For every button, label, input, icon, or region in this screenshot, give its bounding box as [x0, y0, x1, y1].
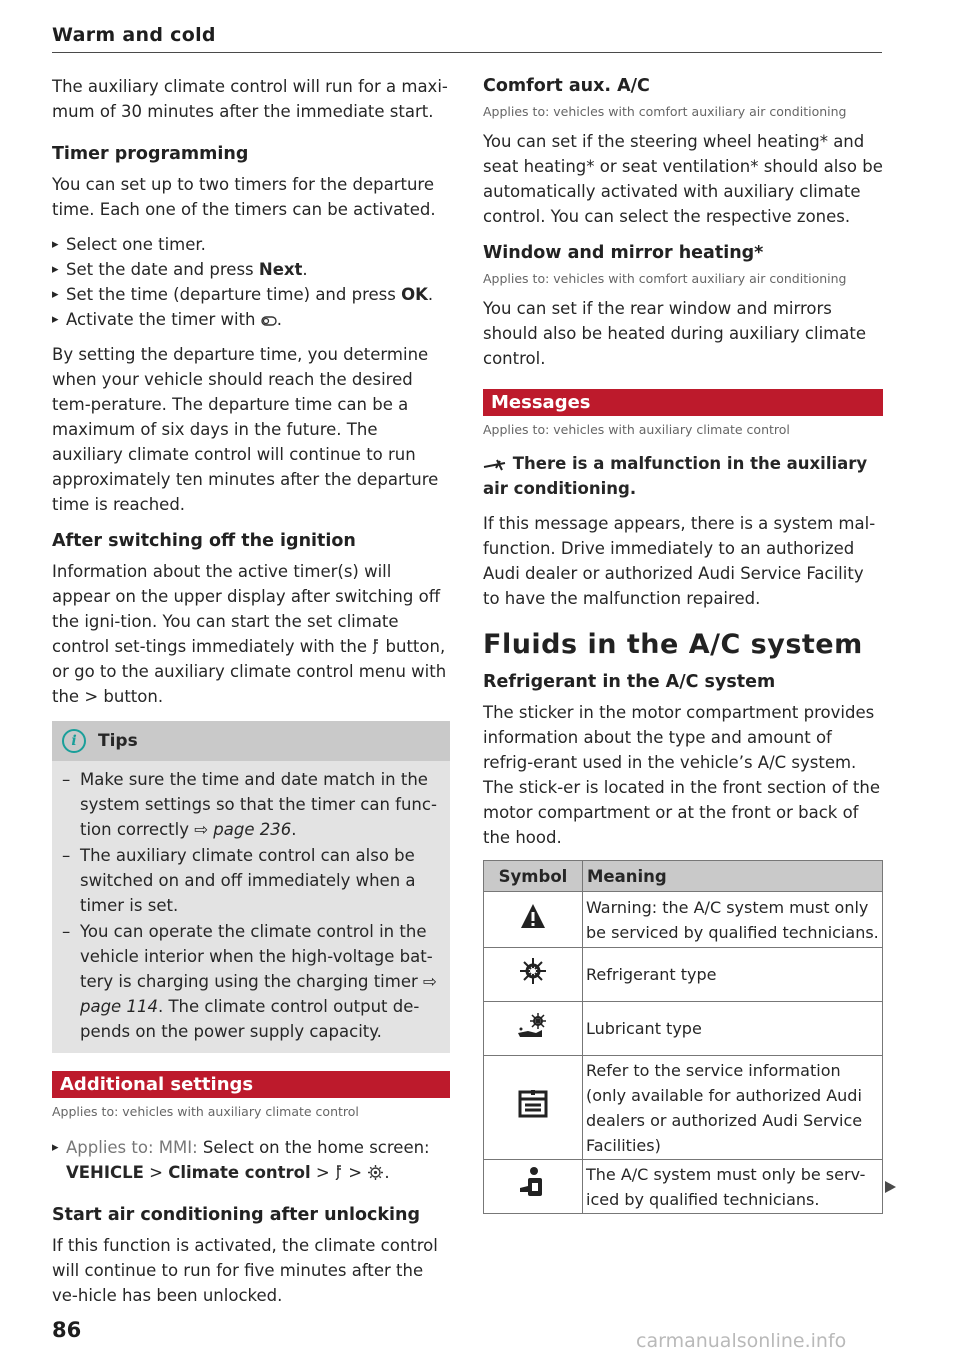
meaning-cell: Refrigerant type — [583, 948, 883, 1002]
meaning-column-header: Meaning — [583, 861, 883, 892]
tips-list — [52, 761, 450, 1053]
info-icon: i — [62, 729, 86, 753]
comfort-paragraph: You can set if the steering wheel heating* and seat heating* or seat ventilation* should also be automatically activated with auxiliary climate control. You can select the respective zones. — [483, 132, 883, 226]
tips-title: Tips — [98, 731, 138, 751]
meaning-cell: The A/C system must only be serv-iced by qualified technicians. — [583, 1160, 883, 1214]
step-set-time: ▸ Set the time (departure time) and press OK. — [52, 282, 450, 307]
left-column — [52, 74, 450, 1318]
intro-paragraph: The auxiliary climate control will run for a maxi-mum of 30 minutes after the immediate start. — [52, 77, 448, 121]
continue-arrow-icon — [885, 1181, 896, 1193]
comfort-heading: Comfort aux. A/C — [483, 76, 650, 96]
chevron-right-icon: > — [84, 687, 99, 706]
step-activate: ▸ Activate the timer with . — [52, 307, 450, 332]
additional-applies: Applies to: vehicles with auxiliary climate control — [52, 1104, 359, 1119]
table-row — [484, 948, 883, 1002]
right-column — [483, 74, 883, 1214]
refrigerant-heading: Refrigerant in the A/C system — [483, 672, 776, 692]
mmi-steps — [52, 1135, 450, 1185]
messages-applies: Applies to: vehicles with auxiliary climate control — [483, 422, 790, 437]
mmi-instruction: ▸ Applies to: MMI: Select on the home screen: VEHICLE > Climate control > > . — [52, 1135, 450, 1185]
window-heading: Window and mirror heating* — [483, 243, 764, 263]
window-applies: Applies to: vehicles with comfort auxiliary air conditioning — [483, 271, 847, 286]
malfunction-heading: There is a malfunction in the auxiliary air conditioning. — [483, 454, 868, 498]
malfunction-paragraph: If this message appears, there is a system mal-function. Drive immediately to an authorized Audi dealer or authorized Audi Service Facility to have the malfunction repaired. — [483, 514, 876, 608]
refrigerant-paragraph: The sticker in the motor compartment provides information about the type and amount of refrig-erant used in the vehicle’s A/C system. The stick-er is located in the front section of the motor compartment or at the front or back of the hood. — [483, 703, 880, 847]
meaning-cell: Refer to the service information (only available for authorized Audi dealers or authorized Audi Service Facilities) — [583, 1056, 883, 1160]
ignition-paragraph: Information about the active timer(s) will appear on the upper display after switching off the igni-tion. You can start the set climate control set-tings immediately with the button, or go to the auxiliary climate control menu with the > button. — [52, 562, 447, 706]
start-ac-heading: Start air conditioning after unlocking — [52, 1205, 421, 1225]
watermark: carmanualsonline.info — [636, 1330, 847, 1352]
comfort-applies: Applies to: vehicles with comfort auxiliary air conditioning — [483, 104, 847, 119]
climate-menu-icon — [335, 1164, 343, 1180]
settings-gear-icon — [367, 1164, 384, 1181]
page-number: 86 — [52, 1318, 82, 1342]
menu-path-vehicle: VEHICLE — [66, 1163, 144, 1182]
table-row — [484, 892, 883, 948]
meaning-cell: Warning: the A/C system must only be serviced by qualified technicians. — [583, 892, 883, 948]
service-manual-icon — [518, 1089, 548, 1119]
step-set-date: ▸ Set the date and press Next. — [52, 257, 450, 282]
lubricant-icon — [516, 1011, 550, 1039]
timer-intro: You can set up to two timers for the departure time. Each one of the timers can be activated. — [52, 175, 436, 219]
window-paragraph: You can set if the rear window and mirrors should also be heated during auxiliary climate control. — [483, 299, 866, 368]
timer-heading: Timer programming — [52, 144, 249, 164]
timer-steps — [52, 232, 450, 332]
toggle-switch-icon — [261, 316, 277, 326]
meaning-cell: Lubricant type — [583, 1002, 883, 1056]
page-reference-link[interactable]: ⇨ page 236 — [194, 820, 292, 839]
ignition-heading: After switching off the ignition — [52, 531, 356, 551]
tip-item: – The auxiliary climate control can also be switched on and off immediately when a timer is set. — [62, 846, 416, 915]
step-select-timer: ▸ Select one timer. — [52, 232, 450, 257]
tip-item: – You can operate the climate control in the vehicle interior when the high-voltage bat-tery is charging using the charging timer ⇨ page 114. The climate control output de-pends on the power supply capacity. — [62, 922, 437, 1041]
symbol-column-header: Symbol — [484, 861, 583, 892]
tips-box — [52, 721, 450, 1053]
refrigerant-icon — [518, 956, 548, 986]
chapter-title: Warm and cold — [52, 24, 216, 46]
technician-icon — [518, 1166, 548, 1200]
warning-triangle-icon — [520, 903, 546, 929]
fluids-heading: Fluids in the A/C system — [483, 629, 863, 660]
next-button-label: Next — [258, 260, 303, 279]
page-reference-link[interactable]: ⇨ page 114 — [80, 972, 437, 1016]
start-ac-paragraph: If this function is activated, the climate control will continue to run for five minutes after the ve-hicle has been unlocked. — [52, 1236, 438, 1305]
tip-item: – Make sure the time and date match in the system settings so that the timer can func-tion correctly ⇨ page 236. — [62, 770, 437, 839]
page-header — [52, 24, 882, 53]
table-row — [484, 1002, 883, 1056]
additional-settings-bar: Additional settings — [52, 1071, 450, 1098]
ok-button-label: OK — [401, 285, 428, 304]
messages-bar: Messages — [483, 389, 883, 416]
tips-header — [52, 721, 450, 761]
table-row — [484, 1056, 883, 1160]
fan-malfunction-icon — [483, 459, 507, 471]
departure-paragraph: By setting the departure time, you determine when your vehicle should reach the desired tem-perature. The departure time can be a maximum of six days in the future. The auxiliary climate control will continue to run approximately ten minutes after the departure time is reached. — [52, 345, 439, 514]
symbol-table — [483, 860, 883, 1214]
menu-path-climate: Climate control — [168, 1163, 311, 1182]
table-row — [484, 1160, 883, 1214]
